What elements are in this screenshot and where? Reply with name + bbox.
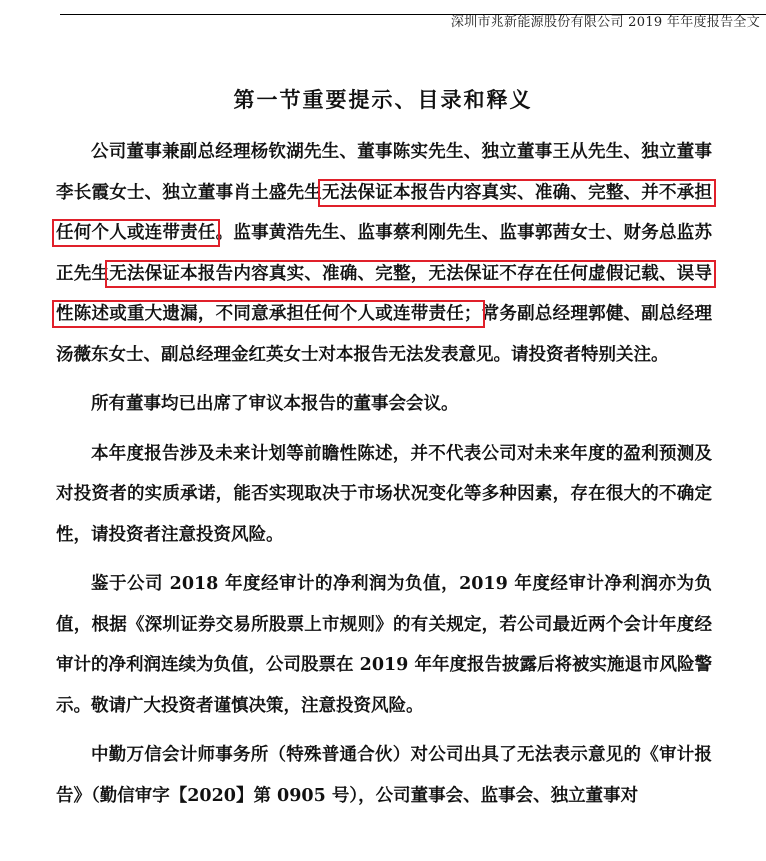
highlighted-text: 无法保证本报告内容真实、准确、完整、并不承担任何个人或连带责任 [56,182,713,243]
body-paragraph [56,434,712,556]
document-body [56,132,712,825]
running-header: 深圳市兆新能源股份有限公司 2019 年年度报告全文 [450,15,760,30]
paragraph-text: 本年度报告涉及未来计划等前瞻性陈述，并不代表公司对未来年度的盈利预测及对投资者的实质承诺，能否实现取决于市场状况变化等多种因素，存在很大的不确定性，请投资者注意投资风险。 [56,443,712,545]
header-rule [60,14,766,30]
body-paragraph [56,564,712,726]
paragraph-text: 常务副总经理郭健、副总经理汤薇东女士、副总经理金红英女士对本报告无法发表意见。请投资者特别关注。 [56,304,713,365]
paragraph-text: 鉴于公司 2018 年度经审计的净利润为负值，2019 年度经审计净利润亦为负值，根据《深圳证券交易所股票上市规则》的有关规定，若公司最近两个会计年度经审计的净利润连续为负值，公司股票在 2019 年年度报告披露后将被实施退市风险警示。敬请广大投资者谨慎决策，注意投资风险。 [56,574,712,716]
paragraph-text: 中勤万信会计师事务所（特殊普通合伙）对公司出具了无法表示意见的《审计报告》（勤信审字【2020】第 0905 号），公司董事会、监事会、独立董事对 [56,745,712,806]
body-paragraph [56,735,712,816]
body-paragraph [56,132,712,375]
paragraph-text: 公司董事兼副总经理杨钦湖先生、董事陈实先生、独立董事王从先生、独立董事李长霞女士、独立董事肖土盛先生 [56,142,712,203]
paragraph-text: 所有董事均已出席了审议本报告的董事会会议。 [91,394,459,414]
paragraph-text: 。监事黄浩先生、监事蔡利刚先生、监事郭茜女士、财务总监苏正先生 [56,223,712,284]
body-paragraph [56,384,712,425]
section-title: 第一节重要提示、目录和释义 [233,87,533,113]
highlighted-text: 无法保证本报告内容真实、准确、完整，无法保证不存在任何虚假记载、误导性陈述或重大遗漏，不同意承担任何个人或连带责任； [56,263,713,324]
